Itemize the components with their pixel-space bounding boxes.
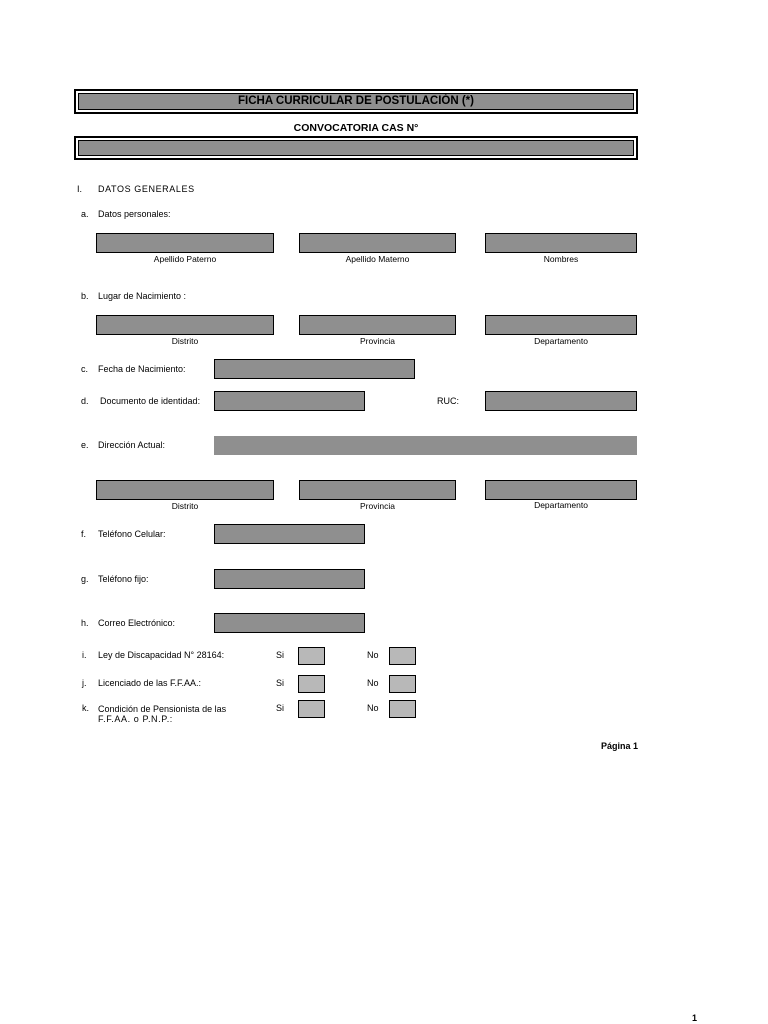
section-number: I. bbox=[77, 184, 83, 194]
nacimiento-departamento-field[interactable] bbox=[485, 315, 637, 335]
pensionista-no-checkbox[interactable] bbox=[389, 700, 416, 718]
convocatoria-number-field[interactable] bbox=[74, 136, 638, 160]
convocatoria-label: CONVOCATORIA CAS N° bbox=[293, 122, 419, 134]
nacimiento-provincia-field[interactable] bbox=[299, 315, 456, 335]
form-title-box bbox=[74, 89, 638, 114]
licenciado-si-label: Si bbox=[276, 678, 285, 688]
convocatoria-number-input[interactable] bbox=[78, 140, 634, 156]
item-j-letter: j. bbox=[82, 678, 87, 688]
discapacidad-si-checkbox[interactable] bbox=[298, 647, 325, 665]
section-title: DATOS GENERALES bbox=[98, 184, 195, 194]
ley-discapacidad-label: Ley de Discapacidad N° 28164: bbox=[98, 650, 225, 660]
item-e-letter: e. bbox=[81, 440, 89, 450]
direccion-departamento-caption: Departamento bbox=[534, 500, 588, 510]
telefono-celular-label: Teléfono Celular: bbox=[98, 529, 166, 539]
lugar-nacimiento-label: Lugar de Nacimiento : bbox=[98, 291, 187, 301]
correo-electronico-label: Correo Electrónico: bbox=[98, 618, 176, 628]
pensionista-label-line1: Condición de Pensionista de las bbox=[98, 704, 227, 714]
nombres-caption: Nombres bbox=[543, 254, 579, 264]
nacimiento-distrito-caption: Distrito bbox=[171, 336, 199, 346]
telefono-celular-field[interactable] bbox=[214, 524, 365, 544]
direccion-actual-field[interactable] bbox=[214, 436, 637, 455]
item-i-letter: i. bbox=[82, 650, 87, 660]
pensionista-si-label: Si bbox=[276, 703, 285, 713]
ruc-label: RUC: bbox=[437, 396, 459, 406]
apellido-materno-field[interactable] bbox=[299, 233, 456, 253]
direccion-provincia-field[interactable] bbox=[299, 480, 456, 500]
fecha-nacimiento-label: Fecha de Nacimiento: bbox=[98, 364, 186, 374]
nacimiento-provincia-caption: Provincia bbox=[360, 336, 395, 346]
nombres-field[interactable] bbox=[485, 233, 637, 253]
licenciado-no-label: No bbox=[367, 678, 379, 688]
apellido-paterno-caption: Apellido Paterno bbox=[153, 254, 217, 264]
discapacidad-si-label: Si bbox=[276, 650, 285, 660]
item-d-letter: d. bbox=[81, 396, 89, 406]
pensionista-no-label: No bbox=[367, 703, 379, 713]
discapacidad-no-label: No bbox=[367, 650, 379, 660]
telefono-fijo-label: Teléfono fijo: bbox=[98, 574, 149, 584]
item-h-letter: h. bbox=[81, 618, 89, 628]
licenciado-no-checkbox[interactable] bbox=[389, 675, 416, 693]
documento-identidad-field[interactable] bbox=[214, 391, 365, 411]
item-a-letter: a. bbox=[81, 209, 89, 219]
item-f-letter: f. bbox=[81, 529, 87, 539]
direccion-distrito-caption: Distrito bbox=[171, 501, 199, 511]
nacimiento-departamento-caption: Departamento bbox=[534, 336, 588, 346]
direccion-distrito-field[interactable] bbox=[96, 480, 274, 500]
apellido-materno-caption: Apellido Materno bbox=[345, 254, 410, 264]
page-label: Página 1 bbox=[600, 741, 638, 751]
licenciado-ffaa-label: Licenciado de las F.F.AA.: bbox=[98, 678, 202, 688]
item-c-letter: c. bbox=[81, 364, 89, 374]
direccion-actual-label: Dirección Actual: bbox=[98, 440, 166, 450]
documento-identidad-label: Documento de identidad: bbox=[100, 396, 201, 406]
fecha-nacimiento-field[interactable] bbox=[214, 359, 415, 379]
telefono-fijo-field[interactable] bbox=[214, 569, 365, 589]
item-g-letter: g. bbox=[81, 574, 89, 584]
nacimiento-distrito-field[interactable] bbox=[96, 315, 274, 335]
discapacidad-no-checkbox[interactable] bbox=[389, 647, 416, 665]
item-k-letter: k. bbox=[82, 703, 90, 713]
item-b-letter: b. bbox=[81, 291, 89, 301]
direccion-provincia-caption: Provincia bbox=[360, 501, 395, 511]
ruc-field[interactable] bbox=[485, 391, 637, 411]
apellido-paterno-field[interactable] bbox=[96, 233, 274, 253]
form-title: FICHA CURRICULAR DE POSTULACIÓN (*) bbox=[78, 93, 634, 110]
correo-electronico-field[interactable] bbox=[214, 613, 365, 633]
page-number: 1 bbox=[692, 1013, 698, 1023]
pensionista-si-checkbox[interactable] bbox=[298, 700, 325, 718]
datos-personales-label: Datos personales: bbox=[98, 209, 171, 219]
pensionista-label-line2: F.F.AA. o P.N.P.: bbox=[98, 714, 173, 724]
licenciado-si-checkbox[interactable] bbox=[298, 675, 325, 693]
direccion-departamento-field[interactable] bbox=[485, 480, 637, 500]
